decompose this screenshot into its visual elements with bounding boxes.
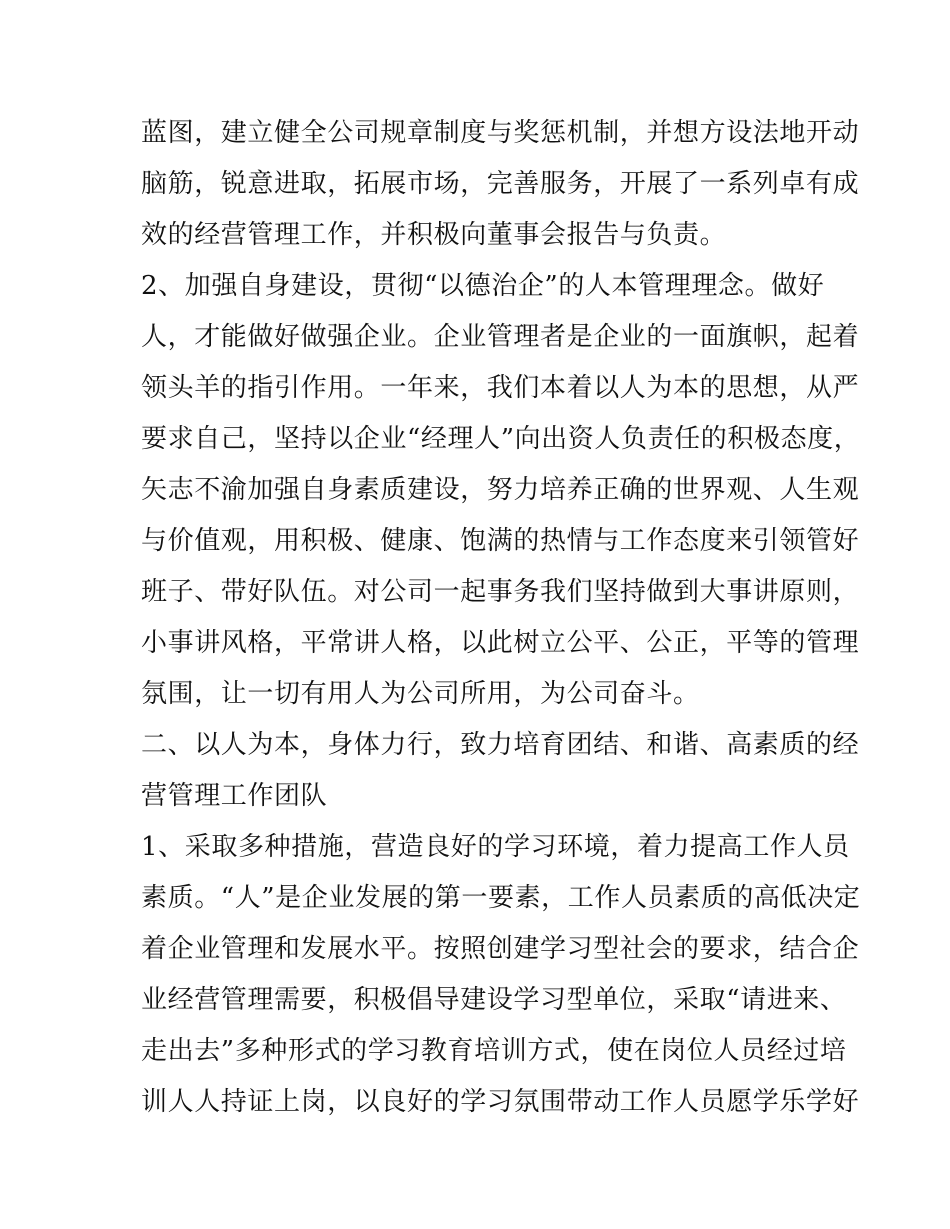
text-line: 素质。“人”是企业发展的第一要素，工作人员素质的高低决定: [141, 883, 861, 913]
text-line: 蓝图，建立健全公司规章制度与奖惩机制，并想方设法地开动: [141, 118, 860, 148]
text-line: 1、采取多种措施，营造良好的学习环境，着力提高工作人员: [141, 832, 850, 862]
document-body: [141, 108, 861, 1128]
text-line: 人，才能做好做强企业。企业管理者是企业的一面旗帜，起着: [141, 322, 860, 352]
text-line: 矢志不渝加强自身素质建设，努力培养正确的世界观、人生观: [141, 475, 860, 505]
section-heading: 营管理工作团队: [141, 781, 328, 811]
text-line: 与价值观，用积极、健康、饱满的热情与工作态度来引领管好: [141, 526, 860, 556]
text-line: 要求自己，坚持以企业“经理人”向出资人负责任的积极态度，: [141, 424, 861, 454]
text-line: 效的经营管理工作，并积极向董事会报告与负责。: [141, 220, 727, 250]
text-line: 训人人持证上岗，以良好的学习氛围带动工作人员愿学乐学好: [141, 1087, 860, 1117]
section-heading: 二、以人为本，身体力行，致力培育团结、和谐、高素质的经: [141, 730, 860, 760]
text-line: 走出去”多种形式的学习教育培训方式，使在岗位人员经过培: [141, 1036, 847, 1066]
text-line: 2、加强自身建设，贯彻“以德治企”的人本管理理念。做好: [141, 271, 825, 301]
text-line: 班子、带好队伍。对公司一起事务我们坚持做到大事讲原则，: [141, 577, 860, 607]
text-line: 小事讲风格，平常讲人格，以此树立公平、公正，平等的管理: [141, 628, 860, 658]
text-line: 脑筋，锐意进取，拓展市场，完善服务，开展了一系列卓有成: [141, 169, 860, 199]
text-line: 业经营管理需要，积极倡导建设学习型单位，采取“请进来、: [141, 985, 847, 1015]
text-line: 领头羊的指引作用。一年来，我们本着以人为本的思想，从严: [141, 373, 860, 403]
text-line: 着企业管理和发展水平。按照创建学习型社会的要求，结合企: [141, 934, 860, 964]
text-line: 氛围，让一切有用人为公司所用，为公司奋斗。: [141, 679, 700, 709]
